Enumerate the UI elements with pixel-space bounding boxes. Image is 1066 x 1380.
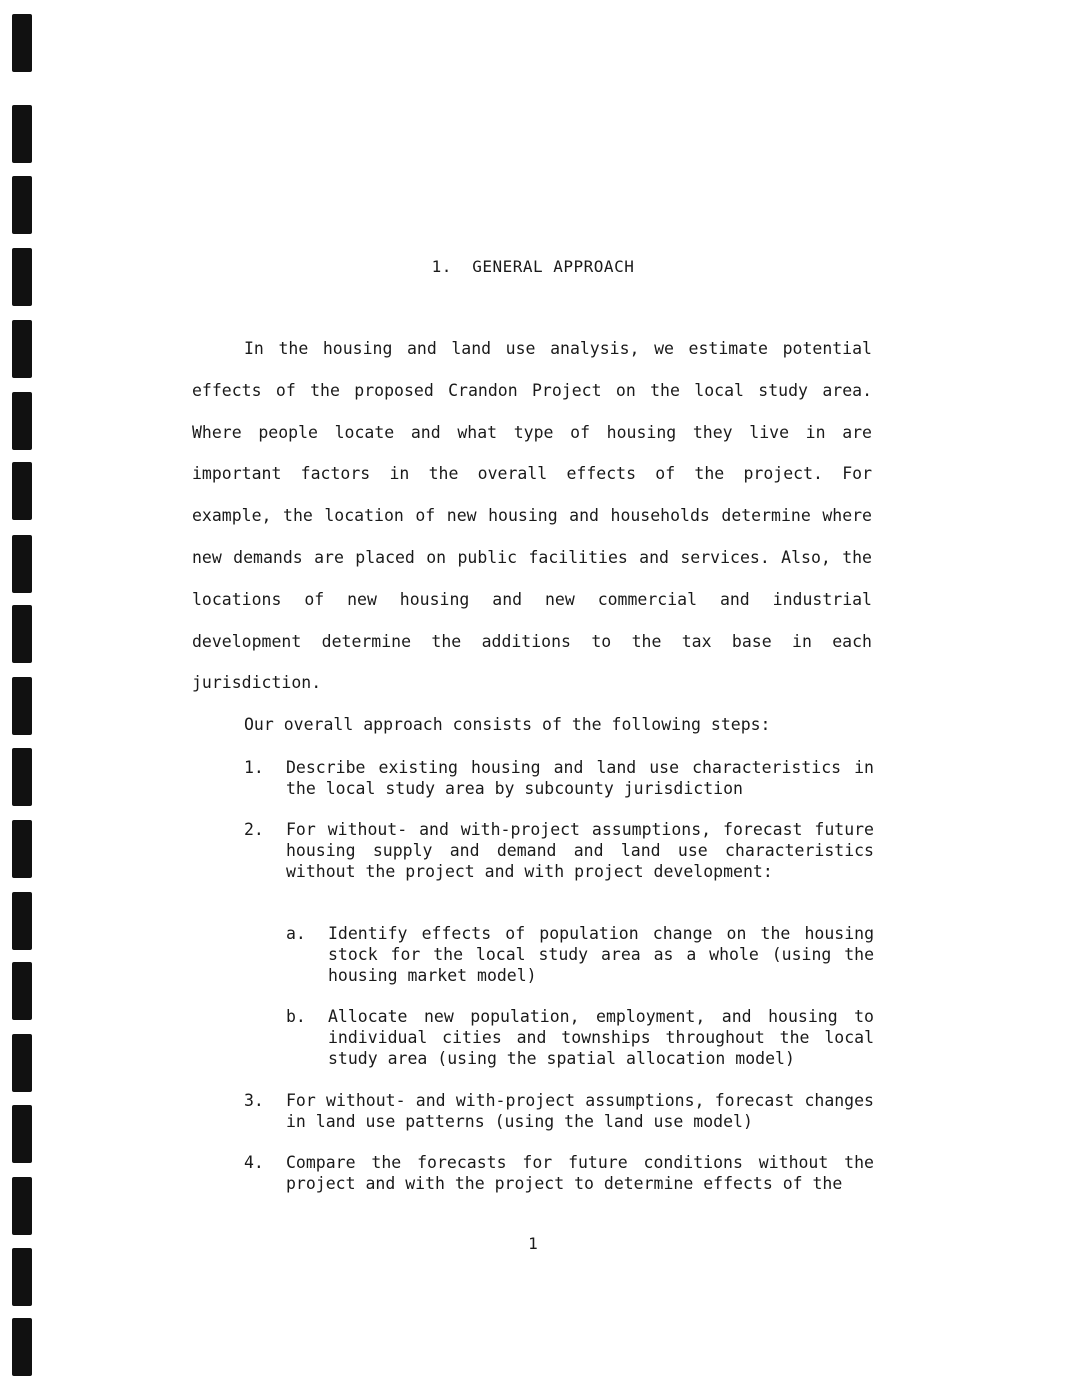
intro-paragraph: In the housing and land use analysis, we estimate potential effects of the proposed Crandon Project on the local study area. Where people locate and what type of housing they live in are important factors in the overall effects of the project. For example, the location of new housing and households determine where new demands are placed on public facilities and services. Also, the locations of new housing and new commercial and industrial development determine the additions to the tax base in each jurisdiction.: [192, 339, 872, 693]
step-text: Describe existing housing and land use characteristics in the local study area by subcounty jurisdiction: [286, 758, 874, 798]
step-number: 4.: [244, 1153, 264, 1172]
step-number: 1.: [244, 758, 264, 777]
substep-letter: a.: [286, 924, 306, 943]
substep-letter: b.: [286, 1007, 306, 1026]
step-text: Compare the forecasts for future conditions without the project and with the project to determine effects of the: [286, 1153, 874, 1193]
substep-text: Identify effects of population change on the housing stock for the local study area as a whole (using the housing market model): [328, 924, 874, 985]
step-text: For without- and with-project assumptions, forecast future housing supply and demand and land use characteristics without the project and with project development:: [286, 820, 874, 881]
section-heading: 1. GENERAL APPROACH: [431, 257, 635, 276]
page-number: 1: [528, 1234, 538, 1253]
step-number: 3.: [244, 1091, 264, 1110]
step-text: For without- and with-project assumptions, forecast changes in land use patterns (using the land use model): [286, 1091, 874, 1131]
steps-intro: Our overall approach consists of the following steps:: [244, 715, 771, 734]
step-number: 2.: [244, 820, 264, 839]
substep-text: Allocate new population, employment, and housing to individual cities and townships throughout the local study area (using the spatial allocation model): [328, 1007, 874, 1068]
